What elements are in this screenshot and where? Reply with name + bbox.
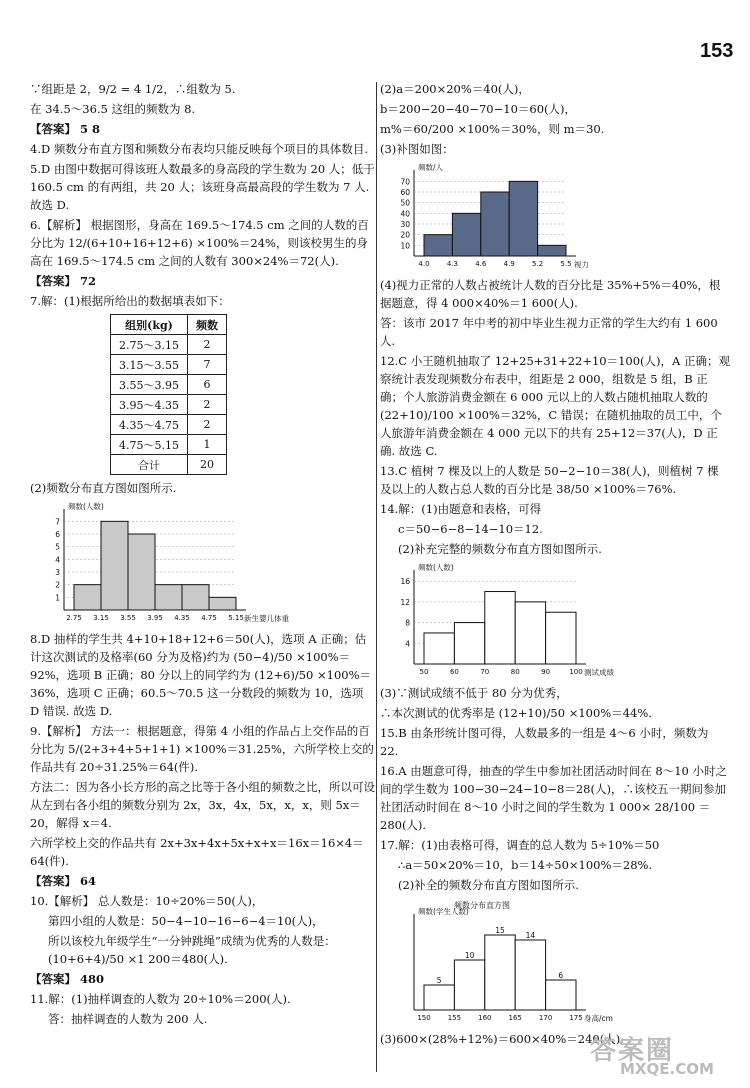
table-row	[111, 375, 227, 395]
table-cell: 2	[187, 395, 226, 415]
y-tick-label: 70	[400, 177, 410, 187]
histogram-bar	[485, 592, 515, 664]
data-label: 5	[436, 976, 442, 985]
question-4: 4.D 频数分布直方图和频数分布表均只能反映每个项目的具体数目.	[30, 142, 369, 156]
y-tick-label: 8	[405, 618, 410, 628]
x-tick-label: 4.9	[503, 260, 515, 268]
table-cell: 3.15～3.55	[111, 355, 188, 375]
y-axis-label: 频数(人数)	[68, 502, 104, 511]
x-tick-label: 3.15	[93, 614, 109, 622]
page-number: 153	[700, 40, 734, 62]
text-line: (2)补全的频数分布直方图如图所示.	[398, 878, 579, 892]
table-cell: 1	[187, 435, 226, 455]
x-tick-label: 4.35	[174, 614, 190, 622]
x-tick-label: 175	[569, 1014, 583, 1022]
y-tick-label: 1	[55, 593, 60, 603]
question-15: 15.B 由条形统计图可得，人数最多的一组是 4～6 小时，频数为 22.	[380, 726, 709, 758]
table-cell: 3.55～3.95	[111, 375, 188, 395]
text-line: ∵组距是 2，9/2 = 4 1/2，∴组数为 5.	[30, 82, 236, 96]
y-tick-label: 12	[400, 597, 410, 607]
histogram-bar	[546, 980, 576, 1010]
x-tick-label: 70	[480, 668, 490, 676]
question-5: 5.D 由图中数据可得该班人数最多的身高段的学生数为 20 人；低于 160.5 cm 的有两组，共 20 人；该班身高最高段的学生数为 7 人. 故选 D.	[30, 162, 375, 212]
chart-title: 频数分布直方图	[454, 901, 510, 910]
x-tick-label: 80	[510, 668, 520, 676]
question-10: 10.【解析】 总人数是：10÷20%＝50(人)，	[30, 894, 264, 908]
question-9: 9.【解析】 方法一：根据题意，得第 4 小组的作品占上交作品的百分比为 5/(2+3+4+5+1+1) ×100%＝31.25%，六所学校上交的作品共有 20÷31.25%＝64(件).	[30, 724, 374, 774]
histogram-bar	[452, 213, 480, 256]
histogram-height	[380, 898, 630, 1026]
question-14: 14.解：(1)由题意和表格，可得	[380, 502, 542, 516]
table-row	[111, 435, 227, 455]
y-tick-label: 16	[400, 577, 410, 587]
question-13: 13.C 植树 7 棵及以上的人数是 50−2−10＝38(人)，则植树 7 棵及以上的人数占总人数的百分比是 38/50 ×100%＝76%.	[380, 464, 719, 496]
table-row	[111, 355, 227, 375]
text-line: (3)600×(28%+12%)＝600×40%＝240(人).	[380, 1032, 624, 1046]
question-8: 8.D 抽样的学生共 4+10+18+12+6＝50(人)，选项 A 正确；估计这次测试的及格率(60 分为及格)约为 (50−4)/50 ×100%＝92%，选项 B 正确；80 分以上的同学约为 (12+6)/50 ×100%＝36%，选项 C 正确；60.5～70.5 这一分数段的频数为 10，选项 D 错误. 故选 D.	[30, 632, 372, 718]
question-17: 17.解：(1)由表格可得，调查的总人数为 5÷10%＝50	[380, 838, 660, 852]
answer-line: 【答案】 5 8	[30, 122, 101, 136]
histogram-bar	[128, 534, 155, 610]
table-cell: 3.95～4.35	[111, 395, 188, 415]
text-line: (2)补充完整的频数分布直方图如图所示.	[398, 542, 602, 556]
answer-line: 【答案】 72	[30, 274, 97, 288]
histogram-bar	[538, 245, 566, 256]
answer-line: 【答案】 64	[30, 874, 97, 888]
text-line: 所以该校九年级学生“一分钟跳绳”成绩为优秀的人数是：(10+6+4)/50 ×1 200＝480(人).	[48, 934, 336, 966]
left-column	[30, 80, 375, 1030]
question-12: 12.C 小王随机抽取了 12+25+31+22+10＝100(人)，A 正确；观察统计表发现频数分布表中，组距是 2 000，组数是 5 组，B 正确；个人旅游消费金额在 6 000 元以上的人数占随机抽取人数的 (22+10)/100 ×100%＝32%，C 错误；在随机抽取的员工中，个人旅游年消费金额在 4 000 元以下的共有 25+12＝37(人)，D 正确. 故选 C.	[380, 354, 730, 458]
histogram-bar	[209, 597, 236, 610]
y-axis-label: 频数/人	[418, 163, 444, 172]
text-line: m%＝60/200 ×100%＝30%，则 m＝30.	[380, 122, 605, 136]
x-tick-label: 4.0	[418, 260, 430, 268]
x-tick-label: 3.95	[147, 614, 163, 622]
table-row	[111, 395, 227, 415]
text-line: b＝200−20−40−70−10＝60(人)，	[380, 102, 576, 116]
data-label: 10	[464, 951, 475, 960]
column-divider	[376, 82, 377, 1072]
text-line: (2)频数分布直方图如图所示.	[30, 481, 177, 495]
y-axis-label: 频数(人数)	[418, 563, 454, 572]
histogram-birth-weight	[30, 501, 290, 626]
text-line: 答：该市 2017 年中考的初中毕业生视力正常的学生大约有 1 600 人.	[380, 316, 718, 348]
y-tick-label: 40	[400, 209, 410, 219]
histogram-bar	[515, 940, 545, 1010]
y-tick-label: 7	[55, 517, 60, 527]
x-tick-label: 4.3	[446, 260, 458, 268]
y-axis-label: 频数(学生人数)	[418, 907, 469, 916]
watermark-logo: 答案圈	[590, 1036, 675, 1066]
table-row	[111, 335, 227, 355]
y-tick-label: 5	[55, 542, 60, 552]
table-cell: 4.75～5.15	[111, 435, 188, 455]
text-line: 答：抽样调查的人数为 200 人.	[48, 1012, 208, 1026]
x-tick-label: 4.75	[201, 614, 217, 622]
x-axis-label: 视力	[574, 260, 589, 269]
table-cell: 6	[187, 375, 226, 395]
x-axis-label: 测试成绩	[584, 668, 614, 677]
data-label: 15	[495, 926, 505, 935]
histogram-bar	[485, 935, 515, 1010]
x-tick-label: 5.15	[228, 614, 244, 622]
table-row	[111, 455, 227, 475]
text-line: (3)∵测试成绩不低于 80 分为优秀，	[380, 686, 568, 700]
y-tick-label: 30	[400, 220, 410, 229]
table-header: 频数	[187, 315, 226, 335]
table-header: 组别(kg)	[111, 315, 188, 335]
text-line: 六所学校上交的作品共有 2x+3x+4x+5x+x+x＝16x＝16×4＝64(件).	[30, 836, 364, 868]
x-tick-label: 5.5	[560, 260, 572, 268]
table-header-row	[111, 315, 227, 335]
data-label: 14	[525, 931, 536, 940]
x-tick-label: 170	[538, 1014, 553, 1022]
x-tick-label: 4.6	[475, 260, 487, 268]
table-cell: 2	[187, 335, 226, 355]
x-axis-label: 新生婴儿体重	[244, 614, 289, 623]
table-cell: 20	[187, 455, 226, 475]
y-tick-label: 3	[55, 568, 60, 577]
histogram-bar	[515, 602, 545, 664]
x-tick-label: 160	[478, 1014, 492, 1022]
text-line: 方法二：因为各小长方形的高之比等于各小组的频数之比，所以可设从左到右各小组的频数分别为 2x，3x，4x，5x，x，x，则 5x＝20，解得 x＝4.	[30, 780, 375, 830]
x-tick-label: 165	[508, 1014, 522, 1022]
answer-line: 【答案】 480	[30, 972, 105, 986]
x-tick-label: 60	[449, 668, 459, 676]
y-tick-label: 10	[400, 241, 410, 251]
question-11: 11.解：(1)抽样调查的人数为 20÷10%＝200(人).	[30, 992, 291, 1006]
histogram-bar	[481, 192, 509, 256]
x-tick-label: 3.55	[120, 614, 136, 622]
x-axis-label: 身高/cm	[584, 1014, 613, 1023]
text-line: ∴本次测试的优秀率是 (12+10)/50 ×100%＝44%.	[380, 706, 652, 720]
histogram-bar	[155, 585, 182, 610]
table-row	[111, 415, 227, 435]
y-tick-label: 60	[400, 188, 410, 197]
histogram-bar	[101, 521, 128, 610]
table-cell: 2	[187, 415, 226, 435]
y-tick-label: 50	[400, 198, 410, 208]
y-tick-label: 4	[55, 555, 60, 565]
x-tick-label: 155	[447, 1014, 462, 1022]
y-tick-label: 4	[405, 639, 410, 649]
x-tick-label: 50	[419, 668, 429, 676]
question-16: 16.A 由题意可得，抽查的学生中参加社团活动时间在 8～10 小时之间的学生数为 100−30−24−10−8＝28(人)，∴该校五一期间参加社团活动时间在 8～10 小时之间的学生数为 1 000× 28/100 ＝280(人).	[380, 764, 728, 832]
histogram-vision	[380, 162, 620, 272]
text-line: (4)视力正常的人数占被统计人数的百分比是 35%+5%＝40%，根据题意，得 4 000×40%＝1 600(人).	[380, 278, 721, 310]
histogram-bar	[424, 985, 454, 1010]
x-tick-label: 90	[541, 668, 551, 676]
x-tick-label: 5.2	[532, 260, 544, 268]
histogram-bar	[454, 960, 484, 1010]
text-line: ∴a＝50×20%＝10，b＝14÷50×100%＝28%.	[398, 858, 653, 872]
y-tick-label: 20	[400, 230, 410, 240]
text-line: (2)a＝200×20%＝40(人)，	[380, 82, 530, 96]
table-cell: 合计	[111, 455, 188, 475]
y-tick-label: 2	[55, 580, 60, 590]
text-line: c＝50−6−8−14−10＝12.	[398, 522, 543, 536]
y-tick-label: 6	[55, 530, 60, 539]
histogram-bar	[454, 623, 484, 664]
data-label: 6	[558, 971, 564, 980]
frequency-table	[110, 314, 227, 475]
histogram-test-scores	[380, 562, 630, 680]
text-line: 在 34.5～36.5 这组的频数为 8.	[30, 102, 196, 116]
histogram-bar	[424, 235, 452, 256]
question-7: 7.解：(1)根据所给出的数据填表如下：	[30, 294, 230, 308]
question-6: 6.【解析】 根据图形，身高在 169.5～174.5 cm 之间的人数的百分比为 12/(6+10+16+12+6) ×100%＝24%，则该校男生的身高在 169.5～174.5 cm 之间的人数有 300×24%＝72(人).	[30, 218, 369, 268]
table-cell: 7	[187, 355, 226, 375]
watermark-url: MXQE.COM	[620, 1060, 714, 1078]
table-cell: 2.75～3.15	[111, 335, 188, 355]
text-line: 第四小组的人数是：50−4−10−16−6−4＝10(人)，	[48, 914, 324, 928]
histogram-bar	[509, 181, 537, 256]
text-line: (3)补图如图：	[380, 142, 454, 156]
x-tick-label: 2.75	[66, 614, 82, 622]
histogram-bar	[424, 633, 454, 664]
x-tick-label: 100	[569, 668, 583, 676]
histogram-bar	[74, 585, 101, 610]
x-tick-label: 150	[417, 1014, 431, 1022]
table-cell: 4.35～4.75	[111, 415, 188, 435]
histogram-bar	[546, 612, 576, 664]
right-column	[380, 80, 730, 1050]
histogram-bar	[182, 585, 209, 610]
